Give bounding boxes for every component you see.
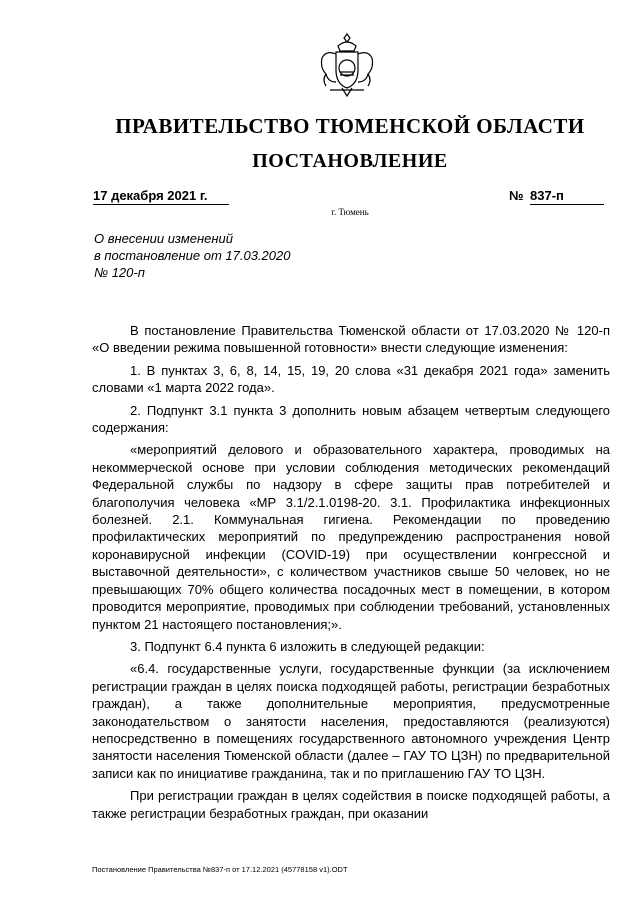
paragraph: 2. Подпункт 3.1 пункта 3 дополнить новым абзацем четвертым следующего содержания: xyxy=(92,402,610,436)
paragraph: При регистрации граждан в целях содействия в поиске подходящей работы, а также регистрации безработных граждан, при оказании xyxy=(92,788,610,821)
paragraph: 1. В пунктах 3, 6, 8, 14, 15, 19, 20 слова «31 декабря 2021 года» заменить словами «1 марта 2022 года». xyxy=(92,362,610,396)
document-date: 17 декабря 2021 г. xyxy=(93,188,229,205)
paragraph: «6.4. государственные услуги, государственные функции (за исключением регистрации граждан в целях поиска подходящей работы, регистрации безработных граждан), а также дополнительные мероприятия, предусмотренные законодательством о занятости населения, предоставляются (реализуются) непосредственно в помещениях государственного автономного учреждения Центр занятости населения Тюменской области (далее – ГАУ ТО ЦЗН) по предварительной записи как по инициативе гражданина, так и по приглашению ГАУ ТО ЦЗН. xyxy=(92,661,610,781)
coat-of-arms-icon xyxy=(312,30,382,100)
document-place: г. Тюмень xyxy=(331,207,369,217)
number-label: № xyxy=(509,188,524,203)
page-footer: Постановление Правительства №837-п от 17.12.2021 (45778158 v1).ODT xyxy=(92,865,348,874)
government-title: ПРАВИТЕЛЬСТВО ТЮМЕНСКОЙ ОБЛАСТИ xyxy=(115,114,585,138)
paragraph: 3. Подпункт 6.4 пункта 6 изложить в следующей редакции: xyxy=(130,638,485,654)
document-number: 837-п xyxy=(530,188,604,205)
document-type: ПОСТАНОВЛЕНИЕ xyxy=(252,150,448,172)
document-subject: О внесении изменений в постановление от 17.03.2020 № 120-п xyxy=(94,231,291,280)
paragraph: В постановление Правительства Тюменской области от 17.03.2020 № 120-п «О введении режима повышенной готовности» внести следующие изменения: xyxy=(92,323,610,356)
document-body xyxy=(92,322,610,827)
paragraph: «мероприятий делового и образовательного характера, проводимых на некоммерческой основе при условии соблюдения методических рекомендаций Федеральной службы по надзору в сфере защиты прав потребителей и благополучия человека «МР 3.1/2.1.0198-20. 3.1. Профилактика инфекционных болезней. 2.1. Коммунальная гигиена. Рекомендации по проведению профилактических мероприятий по предупреждению распространения новой коронавирусной инфекции (COVID-19) при осуществлении конгрессной и выставочной деятельности», с количеством участников свыше 50 человек, но не превышающих 70% общего количества посадочных мест в помещении, в котором проводится мероприятие, проводимых при соблюдении требований, установленных пунктом 21 настоящего постановления;». xyxy=(92,442,610,632)
